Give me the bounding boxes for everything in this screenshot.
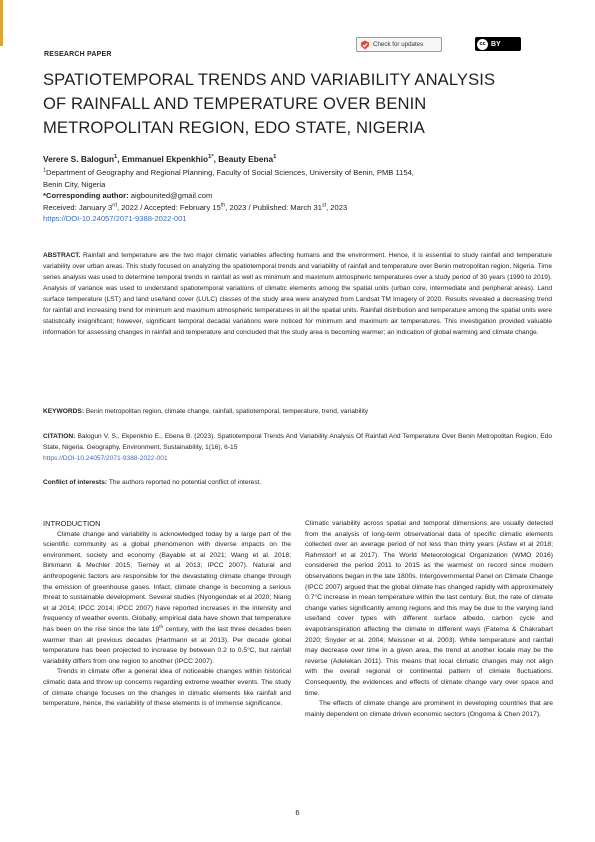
body-paragraph: Trends in climate offer a general idea of noticeable changes within historical climatic data and throw up concerns regarding extreme weather events. The study of climate change focuses on the changes in climatic elements like rainfall and temperature, hence, the variability of these elements is of immense significance. xyxy=(43,668,291,708)
author-affiliation-mark: 1 xyxy=(114,154,118,161)
section-label: RESEARCH PAPER xyxy=(44,51,112,58)
doi-link[interactable]: https://DOI-10.24057/2071-9388-2022-001 xyxy=(43,214,187,223)
author-name: Verere S. Balogun xyxy=(43,154,115,164)
paper-title xyxy=(43,68,563,140)
abstract xyxy=(43,250,552,338)
title-line: SPATIOTEMPORAL TRENDS AND VARIABILITY ANALYSIS xyxy=(43,70,496,89)
citation-label: CITATION: xyxy=(43,433,76,440)
affiliation-mark: 1 xyxy=(43,167,46,174)
keywords-text: Benin metropolitan region, climate change, rainfall, spatiotemporal, temperature, trend, variability xyxy=(85,408,369,415)
check-for-updates-button[interactable] xyxy=(356,37,442,52)
citation-text: Balogun V. S., Ekpenkhio E., Ebena B. (2023). Spatiotemporal Trends And Variability Analysis Of Rainfall And Temperature Over Benin Metropolitan Region, Edo State, Nigeria. Geography, Environment, Sustainability, 1(16), 6-15 xyxy=(43,433,552,451)
dates-line: Received: January 3rd, 2022 / Accepted: February 15th, 2023 / Published: March 31st, 2023 xyxy=(43,201,348,212)
abstract-label: ABSTRACT. xyxy=(43,252,81,259)
page-number: 6 xyxy=(295,808,300,817)
license-label: BY xyxy=(491,40,501,48)
body-paragraph: Climate change and variability is acknowledged today by a large part of the scientific community as a global phenomenon with diverse impacts on the environment, society and economy (Bayable et al 2021; Wang et al. 2018; Birkmann & Mechler 2015; Tierney et al 2013; IPCC 2007). Natural and anthropogenic factors are responsible for the devastating climate change through the emission of greenhouse gases. Infact, climate change is becoming a serious threat to sustainable development. Several studies (Nyongendak et al 2020; Niang et al 2014; IPCC 2014; IPCC 2007) have reported increases in the intensity and frequency of weather events. Globally, empirical data have shown that temperature has been on the rise since the late 19th century, with the last three decades been warmer than all previous decades (Hartmann et al 2013). Per decade global temperature has been projected to increase by between 0.2 to 0.5°C, but rainfall variability differs from one region to another (IPCC 2007). xyxy=(43,530,291,665)
body-column-left xyxy=(43,519,291,710)
body-paragraph: The effects of climate change are prominent in developing countries that are mainly dependent on climate driven economic sectors (Ongoma & Chen 2017). xyxy=(305,700,553,718)
affiliation-line: Benin City, Nigeria xyxy=(43,179,106,189)
license-badge[interactable] xyxy=(475,37,521,51)
body-column-right xyxy=(305,519,553,720)
section-heading: INTRODUCTION xyxy=(43,519,101,528)
citation xyxy=(43,431,552,464)
title-line: METROPOLITAN REGION, EDO STATE, NIGERIA xyxy=(43,118,425,137)
conflict-label: Conflict of interests: xyxy=(43,479,108,486)
author-affiliation-mark: 1* xyxy=(208,154,214,161)
author-affiliation-mark: 1 xyxy=(273,154,277,161)
accent-rule xyxy=(0,0,3,46)
author-list: Verere S. Balogun$^1$, Emmanuel Ekpenkhio$^{1*}$, Beauty Ebena$^1$ xyxy=(43,154,277,164)
corresponding-email[interactable]: aigbounited@gmail.com xyxy=(130,191,213,200)
body-paragraph: Climatic variability across spatial and temporal dimensions are usually detected from the analysis of long-term observational data of specific climatic elements collected over an average period of not less than thirty years (Asfaw et al 2018; Rahmstorf et al 2017). The World Meteorological Organization (WMO 2016) considered the period 2011 to 2015 as the warmest on record since modern observations began in the late 1800s. Intergovernmental Panel on Climate Change (IPCC 2007) argued that the global climate has changed rapidly with approximately 0.7°C increase in mean temperature within the last century. But, the rate of climate change varies significantly among regions and this may be due to the varying land use/land cover types with different surface albedo, carbon cycle and evapotranspiration affecting the climate in different ways (Fatema & Chakrabart 2020; Snyder et al. 2004; Meissner et al. 2003). While temperature and rainfall may decrease over time in a given area, the trend at another locale may be the reverse (Adelekan 2011). This means that local climatic changes may not align with the overall regional or continental pattern of climate fluctuations. Consequently, the evidences and effects of climate change vary over space and time. xyxy=(305,520,554,697)
keywords-label: KEYWORDS: xyxy=(43,408,85,415)
affiliation-block xyxy=(43,167,414,225)
abstract-text: Rainfall and temperature are the two major climatic variables affecting humans and the environment. Hence, it is essential to study rainfall and temperature variability over urban areas. This study focused on analyzing the spatiotemporal trends and variability of rainfall and temperature over Benin metropolitan region, Nigeria. Time series analysis was used to determine temporal trends in rainfall as well as minimum and maximum atmospheric temperatures over a study period of 30 years (1990 to 2019). Analysis of variance was used to understand spatiotemporal variations of climatic elements among the spatial units (urban core, intermediate and peripheral areas). Land surface temperature (LST) and land use/land cover (LULC) classes of the study area were analyzed from Landsat TM Imagery of 2020. Results revealed a decreasing trend for rainfall and increasing trend for minimum and maximum atmospheric temperatures in all the spatial units. Rainfall distribution and temperature among the spatial units were statistically insignificant; however, significant temporal decadal variations were noticed for minimum and maximum air temperatures. This investigation provided valuable information for assessing changes in rainfall and temperature and concluded that the study area is becoming warmer; an indication of global warming and climate change. xyxy=(43,252,552,336)
title-line: OF RAINFALL AND TEMPERATURE OVER BENIN xyxy=(43,94,427,113)
affiliation-line: Department of Geography and Regional Planning, Faculty of Social Sciences, University of Benin, PMB 1154, xyxy=(45,168,414,177)
creative-commons-icon: cc xyxy=(477,39,488,50)
keywords xyxy=(43,406,552,417)
check-for-updates-label: Check for updates xyxy=(373,41,424,48)
conflict-of-interests xyxy=(43,477,552,488)
corresponding-label: *Corresponding author: xyxy=(43,191,129,200)
citation-doi-link[interactable]: https://DOI-10.24057/2071-9388-2022-001 xyxy=(43,455,168,462)
author-name: Emmanuel Ekpenkhio xyxy=(121,154,209,164)
author-name: Beauty Ebena xyxy=(218,154,274,164)
crossmark-icon xyxy=(360,40,370,50)
conflict-text: The authors reported no potential conflict of interest. xyxy=(108,479,262,486)
